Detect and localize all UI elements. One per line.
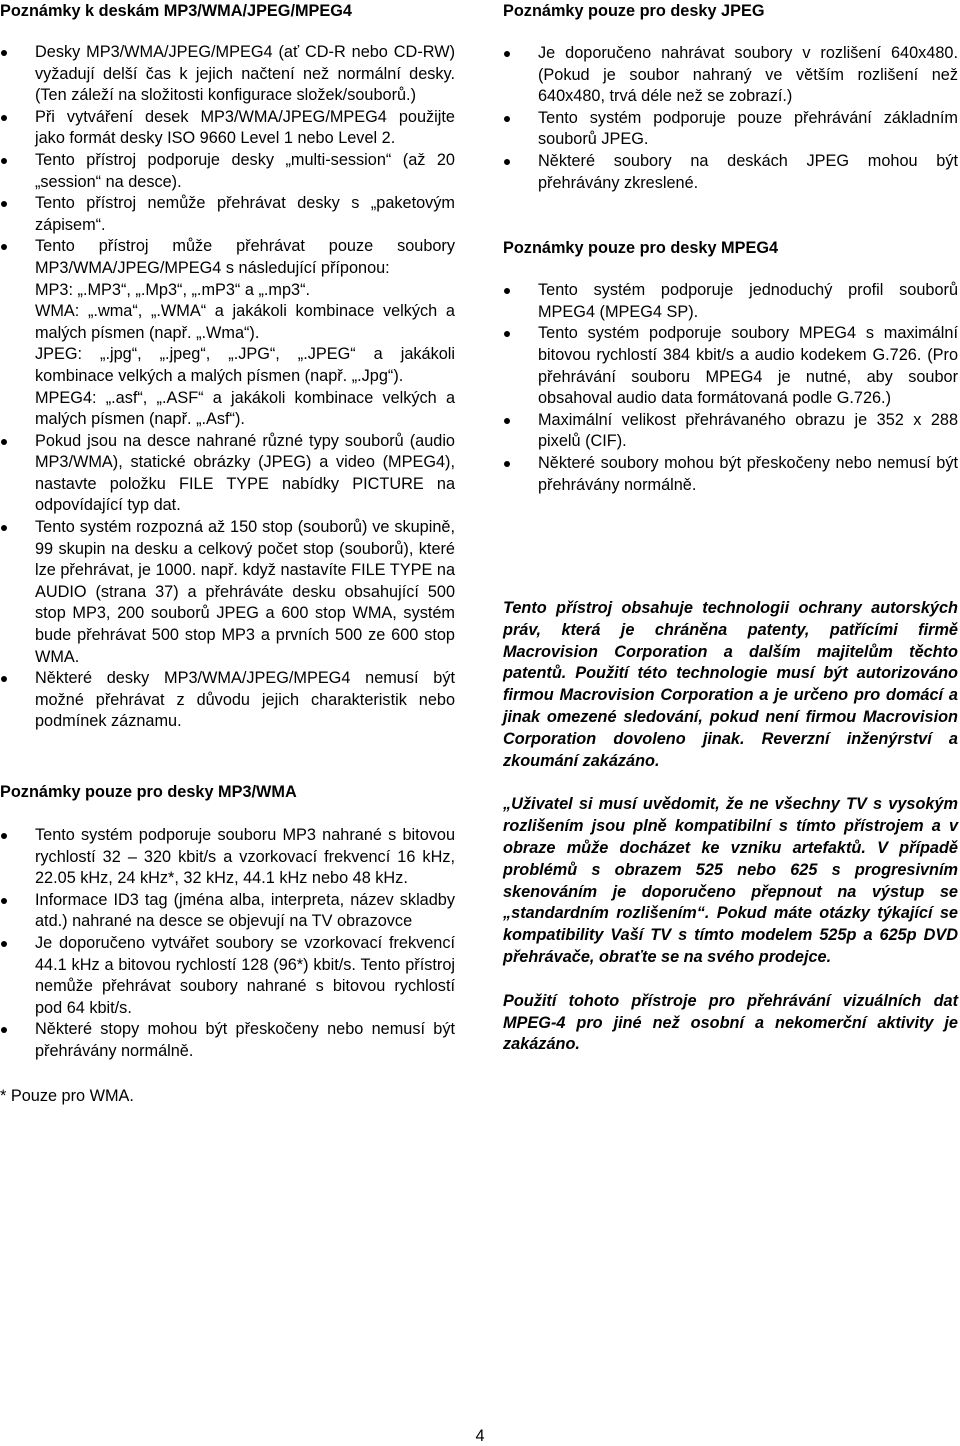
bullet-icon (504, 159, 510, 165)
bullet-icon (1, 941, 7, 947)
bullet-icon (1, 50, 7, 56)
bullet-icon (1, 244, 7, 250)
list-item: Některé soubory mohou být přeskočeny nebo nemusí být přehrávány normálně. (503, 453, 958, 496)
mpeg4-usage-notice: Použití tohoto přístroje pro přehrávání vizuálních dat MPEG-4 pro jiné než osobní a nekomerční aktivity je zakázáno. (503, 991, 958, 1054)
notes-list-jpeg (503, 43, 958, 194)
notes-list-mp3-wma (0, 825, 455, 1063)
right-column (503, 0, 958, 1056)
list-item: Informace ID3 tag (jména alba, interpreta, název skladby atd.) nahrané na desce se objevují na TV obrazovce (0, 890, 455, 933)
bullet-icon (1, 833, 7, 839)
list-item: Je doporučeno vytvářet soubory se vzorkovací frekvencí 44.1 kHz a bitovou rychlostí 128 (96*) kbit/s. Tento přístroj nemůže přehrávat soubory nahrané s bitovou rychlostí pod 64 kbit/s. (0, 933, 455, 1019)
list-item: Je doporučeno nahrávat soubory v rozlišení 640x480. (Pokud je soubor nahraný ve větším rozlišení než 640x480, trvá déle než se zobrazí.) (503, 43, 958, 108)
page-number: 4 (475, 1427, 485, 1445)
list-item: Tento přístroj nemůže přehrávat desky s „paketovým zápisem“. (0, 193, 455, 236)
bullet-icon (504, 418, 510, 424)
bullet-icon (504, 116, 510, 122)
list-item: Tento přístroj podporuje desky „multi-session“ (až 20 „session“ na desce). (0, 150, 455, 193)
list-item: Pokud jsou na desce nahrané různé typy souborů (audio MP3/WMA), statické obrázky (JPEG) a video (MPEG4), nastavte položku FILE TYPE nabídky PICTURE na odpovídající typ dat. (0, 431, 455, 517)
bullet-icon (1, 115, 7, 121)
extensions-text: Tento přístroj může přehrávat pouze soubory MP3/WMA/JPEG/MPEG4 s následující příponou: MP3: „.MP3“, „.Mp3“, „.mP3“ a „.mp3“. WMA: „.wma“, „.WMA“ a jakákoli kombinace velkých a malých písmen (např. „.Wma“). JPEG: „.jpg“, „.jpeg“, „.JPG“, „.JPEG“ a jakákoli kombinace velkých a malých písmen (např. „.Jpg“). MPEG4: „.asf“, „.ASF“ a jakákoli kombinace velkých a malých písmen (např. „.Asf“). (35, 237, 455, 429)
list-item: Některé desky MP3/WMA/JPEG/MPEG4 nemusí být možné přehrávat z důvodu jejich charakteristik nebo podmínek záznamu. (0, 668, 455, 733)
bullet-icon (504, 461, 510, 467)
list-item: Při vytváření desek MP3/WMA/JPEG/MPEG4 použijte jako formát desky ISO 9660 Level 1 nebo Level 2. (0, 107, 455, 150)
section-heading-mpeg4: Poznámky pouze pro desky MPEG4 (503, 239, 779, 258)
list-item: Některé soubory na deskách JPEG mohou být přehrávány zkreslené. (503, 151, 958, 194)
list-item: Tento systém podporuje souboru MP3 nahrané s bitovou rychlostí 32 – 320 kbit/s a vzorkovací frekvencí 16 kHz, 22.05 kHz, 24 kHz*, 32 kHz, 44.1 kHz nebo 48 kHz. (0, 825, 455, 890)
bullet-icon (1, 158, 7, 164)
notes-list-mpeg4 (503, 280, 958, 496)
section-heading-jpeg: Poznámky pouze pro desky JPEG (503, 2, 765, 20)
bullet-icon (1, 898, 7, 904)
notes-list-general (0, 42, 455, 733)
list-item: Desky MP3/WMA/JPEG/MPEG4 (ať CD-R nebo CD-RW) vyžadují delší čas k jejich načtení než normální desky. (Ten záleží na složitosti konfigurace složek/souborů.) (0, 42, 455, 107)
list-item: Maximální velikost přehrávaného obrazu je 352 x 288 pixelů (CIF). (503, 410, 958, 453)
bullet-icon (1, 525, 7, 531)
bullet-icon (1, 1027, 7, 1033)
macrovision-notice: Tento přístroj obsahuje technologii ochrany autorských práv, která je chráněna patenty, patřícími firmě Macrovision Corporation a dalším majitelům těchto patentů. Použití této technologie musí být autorizováno firmou Macrovision Corporation a je určeno pro domácí a jinak omezené sledování, pokud není firmou Macrovision Corporation dovoleno jinak. Reverzní inženýrství a zkoumání zakázáno. (503, 599, 958, 770)
footnote: * Pouze pro WMA. (0, 1086, 134, 1105)
bullet-icon (504, 288, 510, 294)
list-item: Tento systém podporuje soubory MPEG4 s maximální bitovou rychlostí 384 kbit/s a audio kodekem G.726. (Pro přehrávání souboru MPEG4 je nutné, aby soubor obsahoval audio data formátovaná podle G.726.) (503, 323, 958, 409)
list-item: Některé stopy mohou být přeskočeny nebo nemusí být přehrávány normálně. (0, 1019, 455, 1062)
list-item: Tento systém podporuje jednoduchý profil souborů MPEG4 (MPEG4 SP). (503, 280, 958, 323)
copyright-notices (503, 598, 958, 1056)
bullet-icon (1, 676, 7, 682)
bullet-icon (1, 439, 7, 445)
left-column (0, 0, 455, 1107)
bullet-icon (1, 201, 7, 207)
list-item-extensions (0, 236, 455, 430)
section-heading-mp3-wma: Poznámky pouze pro desky MP3/WMA (0, 783, 297, 801)
bullet-icon (504, 51, 510, 57)
list-item: Tento systém rozpozná až 150 stop (souborů) ve skupině, 99 skupin na desku a celkový počet stop (souborů), které lze přehrávat, je 1000. např. když nastavíte FILE TYPE na AUDIO (strana 37) a přehráváte desku obsahující 500 stop MP3, 200 souborů JPEG a 600 stop WMA, systém bude přehrávat 500 stop MP3 a prvních 500 ze 600 stop WMA. (0, 517, 455, 668)
hdtv-compatibility-notice: „Uživatel si musí uvědomit, že ne všechny TV s vysokým rozlišením jsou plně kompatibilní s tímto přístrojem a v obraze může docházet ke vzniku artefaktů. V případě problémů s obrazem 525 nebo 625 s progresivním skenováním je doporučeno přepnout na výstup se „standardním rozlišením“. Pokud máte otázky týkající se kompatibility Vaší TV s tímto modelem 525p a 625p DVD přehrávače, obraťte se na svého prodejce. (503, 795, 958, 967)
bullet-icon (504, 331, 510, 337)
section-heading-mp3-wma-jpeg-mpeg4: Poznámky k deskám MP3/WMA/JPEG/MPEG4 (0, 2, 352, 20)
list-item: Tento systém podporuje pouze přehrávání základním souborů JPEG. (503, 108, 958, 151)
